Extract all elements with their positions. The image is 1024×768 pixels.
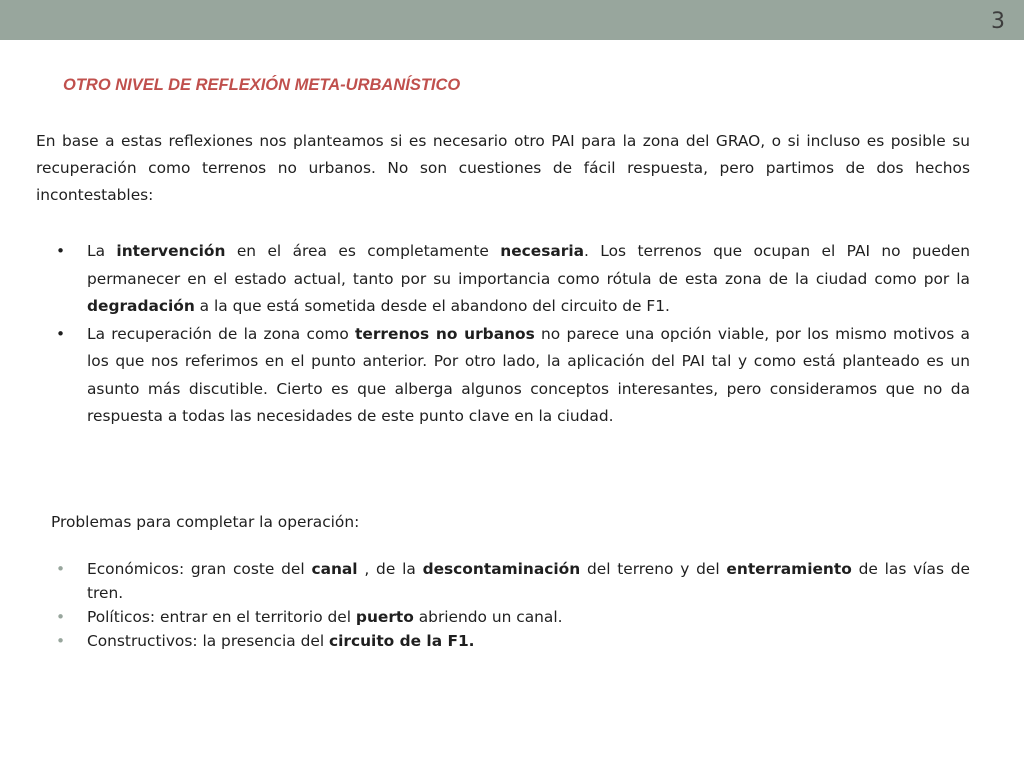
bullet-icon: • [56, 242, 66, 260]
problem-3-bold: circuito de la F1. [328, 632, 475, 650]
fact-1-bold: intervención [116, 242, 226, 260]
problem-1-bold: canal [311, 560, 358, 578]
intro-paragraph: En base a estas reflexiones nos planteamos si es necesario otro PAI para la zona del GRAO, o si incluso es posible su recuperación como terrenos no urbanos. No son cuestiones de fácil respuesta, pero partimos de dos hechos incontestables: [36, 132, 970, 204]
fact-1-bold: necesaria [500, 242, 584, 260]
fact-item-2 [56, 321, 970, 431]
bullet-icon: • [56, 608, 66, 626]
problem-1-text: del terreno y del [580, 560, 727, 578]
fact-1-text: La [87, 242, 117, 260]
bullet-icon: • [56, 632, 66, 650]
fact-2-text: no parece una opción viable, por los mismo motivos a los que nos referimos en el punto anterior. Por otro lado, la aplicación del PAI tal y como está planteado es un asunto más discutible. Cierto es que alberga algunos conceptos interesantes, pero consideramos que no da respuesta a todas las necesidades de este punto clave en la ciudad. [87, 324, 970, 425]
problem-3-text: Constructivos: la presencia del [87, 632, 329, 650]
fact-1-text: a la que está sometida desde el abandono del circuito de F1. [194, 297, 670, 315]
fact-item-1 [56, 238, 970, 321]
problem-1-bold: enterramiento [726, 560, 852, 578]
problem-1-text: Económicos: gran coste del [87, 560, 312, 578]
problems-heading: Problemas para completar la operación: [51, 513, 360, 531]
problem-1-text: , de la [357, 560, 423, 578]
problem-1-bold: descontaminación [422, 560, 581, 578]
bullet-icon: • [56, 324, 66, 343]
fact-1-text: en el área es completamente [225, 242, 501, 260]
problem-2-bold: puerto [355, 608, 414, 626]
fact-2-text: La recuperación de la zona como [87, 324, 356, 343]
header-bar [0, 0, 1024, 40]
bullet-icon: • [56, 560, 66, 578]
fact-2-bold: terrenos no urbanos [355, 324, 535, 343]
fact-1-bold: degradación [87, 297, 195, 315]
problem-1-text: de las vías de tren. [87, 560, 970, 602]
problems-list [0, 557, 1024, 653]
facts-list [0, 238, 1024, 431]
problem-2-text: abriendo un canal. [413, 608, 563, 626]
problem-item-political [56, 605, 970, 629]
problem-2-text: Políticos: entrar en el territorio del [87, 608, 356, 626]
problem-item-economic [56, 557, 970, 605]
problem-item-constructive [56, 629, 970, 653]
fact-1-text: . Los terrenos que ocupan el PAI no pueden permanecer en el estado actual, tanto por su importancia como rótula de esta zona de la ciudad como por la [87, 242, 970, 288]
slide-title: OTRO NIVEL DE REFLEXIÓN META-URBANÍSTICO [63, 76, 461, 94]
slide-number: 3 [991, 9, 1005, 34]
